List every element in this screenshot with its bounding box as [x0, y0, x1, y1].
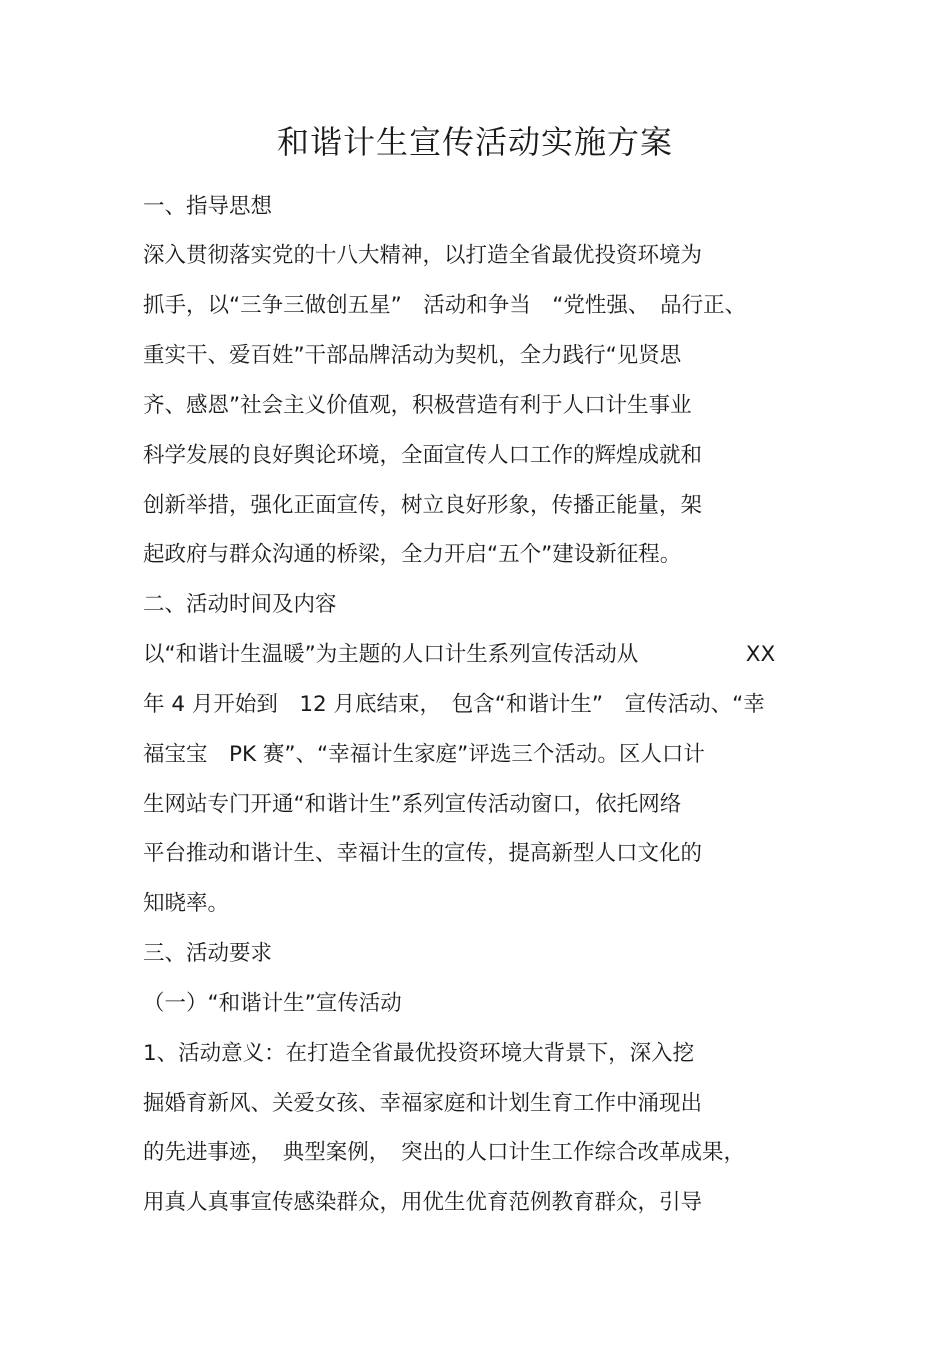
paragraph-line: 掘婚育新风、关爱女孩、幸福家庭和计划生育工作中涌现出: [143, 1091, 703, 1116]
paragraph-line: 1、活动意义：在打造全省最优投资环境大背景下，深入挖: [143, 1041, 695, 1066]
paragraph-line: 起政府与群众沟通的桥梁，全力开启“五个”建设新征程。: [143, 542, 682, 567]
paragraph-line: 深入贯彻落实党的十八大精神，以打造全省最优投资环境为: [143, 243, 703, 268]
paragraph-line: 的先进事迹， 典型案例， 突出的人口计生工作综合改革成果，: [143, 1140, 746, 1165]
subsection-heading: （一）“和谐计生”宣传活动: [143, 991, 402, 1016]
paragraph-line: 以“和谐计生温暖”为主题的人口计生系列宣传活动从 XX: [143, 642, 776, 667]
paragraph-line: 年 4 月开始到 12 月底结束， 包含“和谐计生” 宣传活动、“幸: [143, 692, 765, 717]
paragraph-line: 知晓率。: [143, 891, 230, 916]
paragraph-line: 生网站专门开通“和谐计生”系列宣传活动窗口，依托网络: [143, 792, 682, 817]
paragraph-line: 用真人真事宣传感染群众，用优生优育范例教育群众，引导: [143, 1190, 703, 1215]
paragraph-line: 抓手，以“三争三做创五星” 活动和争当 “党性强、 品行正、: [143, 293, 747, 318]
section-heading-requirements: 三、活动要求: [143, 941, 273, 966]
paragraph-line: 福宝宝 PK 赛”、“幸福计生家庭”评选三个活动。区人口计: [143, 742, 705, 767]
section-heading-time-and-content: 二、活动时间及内容: [143, 592, 337, 617]
paragraph-line: 齐、感恩”社会主义价值观，积极营造有利于人口计生事业: [143, 393, 692, 418]
document-title: 和谐计生宣传活动实施方案: [276, 123, 673, 161]
paragraph-line: 平台推动和谐计生、幸福计生的宣传，提高新型人口文化的: [143, 841, 703, 866]
paragraph-line: 科学发展的良好舆论环境，全面宣传人口工作的辉煌成就和: [143, 443, 703, 468]
section-heading-guiding-ideology: 一、指导思想: [143, 194, 273, 219]
paragraph-line: 重实干、爱百姓”干部品牌活动为契机，全力践行“见贤思: [143, 343, 682, 368]
paragraph-line: 创新举措，强化正面宣传，树立良好形象，传播正能量，架: [143, 493, 703, 518]
